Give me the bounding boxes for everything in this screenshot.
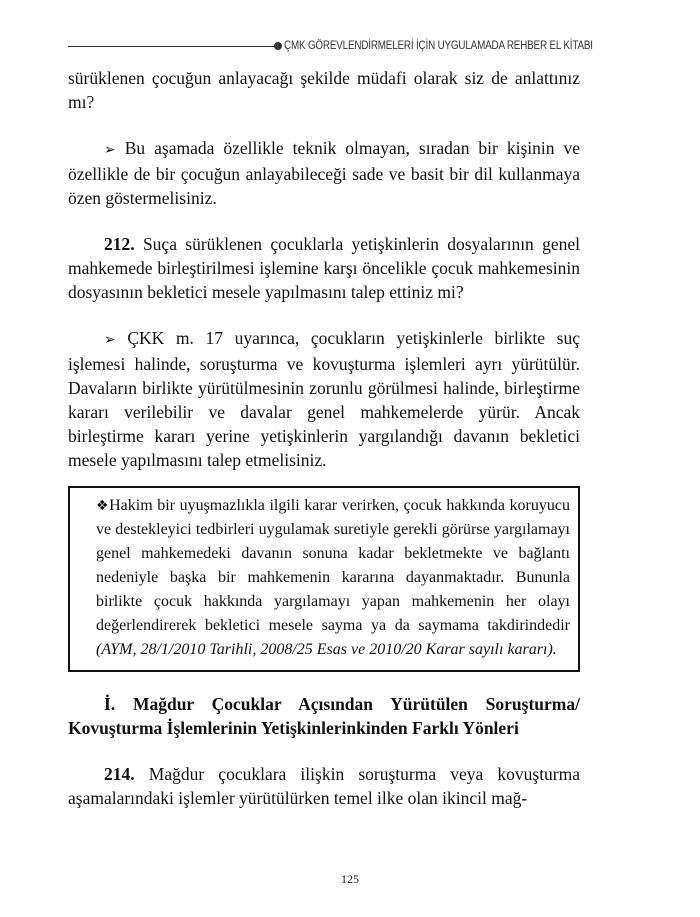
paragraph-answer-1: ➢ Bu aşamada özellikle teknik olmayan, sıradan bir kişinin ve özellikle de bir çocuğun anlayabileceği sade ve basit bir dil kullanmaya özen göstermelisiniz. [68,138,580,208]
paragraph-214: 214. Mağdur çocuklara ilişkin soruşturma veya kovuşturma aşamalarındaki işlemler yürütülürken temel ilke olan ikincil mağ- [68,764,581,808]
page-body [68,66,580,810]
header-dot-icon [274,42,282,50]
arrow-bullet-icon: ➢ [104,142,116,158]
paragraph-question-212: 212. Suça sürüklenen çocuklarla yetişkinlerin dosyalarının genel mahkemede birleştirilmesi işlemine karşı öncelikle çocuk mahkemesinin dosyasının bekletici mesele yapılmasını talep ettiniz mi? [68,234,581,302]
note-box [68,486,580,672]
header-title: ÇMK GÖREVLENDİRMELERİ İÇİN UYGULAMADA REHBER EL KİTABI [284,38,593,52]
note-text: ❖Hakim bir uyuşmazlıkla ilgili karar verirken, çocuk hakkında koruyucu ve destekleyici tedbirleri uygulamak suretiyle gerekli görürse yargılamayı genel mahkemedeki davanın sonuna kadar bekletmekte ve bağlantı nedeniyle başka bir mahkemenin kararına dayanmaktadır. Bununla birlikte çocuk hakkında yargılamayı yapan mahkemenin her olayı değerlendirerek bekletici mesele sayma ya da saymama takdirindedir (AYM, 28/1/2010 Tarihli, 2008/25 Esas ve 2010/20 Karar sayılı kararı). [96,497,570,658]
page-number: 125 [341,872,359,886]
arrow-bullet-icon: ➢ [104,332,116,348]
item-number: 214. [104,764,135,784]
note-citation: (AYM, 28/1/2010 Tarihli, 2008/25 Esas ve 2010/20 Karar sayılı kararı). [96,641,557,658]
diamond-bullet-icon: ❖ [96,498,110,514]
section-heading: İ. Mağdur Çocuklar Açısından Yürütülen Soruşturma/ Kovuşturma İşlemlerinin Yetişkinlerinkinden Farklı Yönleri [68,694,580,738]
header-rule [68,46,276,47]
running-header [68,36,593,56]
paragraph-answer-2: ➢ ÇKK m. 17 uyarınca, çocukların yetişkinlerle birlikte suç işlemesi halinde, soruşturma ve kovuşturma işlemleri ayrı yürütülür. Davaların birlikte yürütülmesinin zorunlu görülmesi halinde, birleştirme kararı verilebilir ve davalar genel mahkemelerde yürür. Ancak birleştirme kararı yerine yetişkinlerin yargılandığı davanın bekletici mesele yapılmasını talep etmelisiniz. [68,328,580,470]
item-number: 212. [104,234,135,254]
paragraph-continuation: sürüklenen çocuğun anlayacağı şekilde müdafi olarak siz de anlattınız mı? [68,68,580,112]
